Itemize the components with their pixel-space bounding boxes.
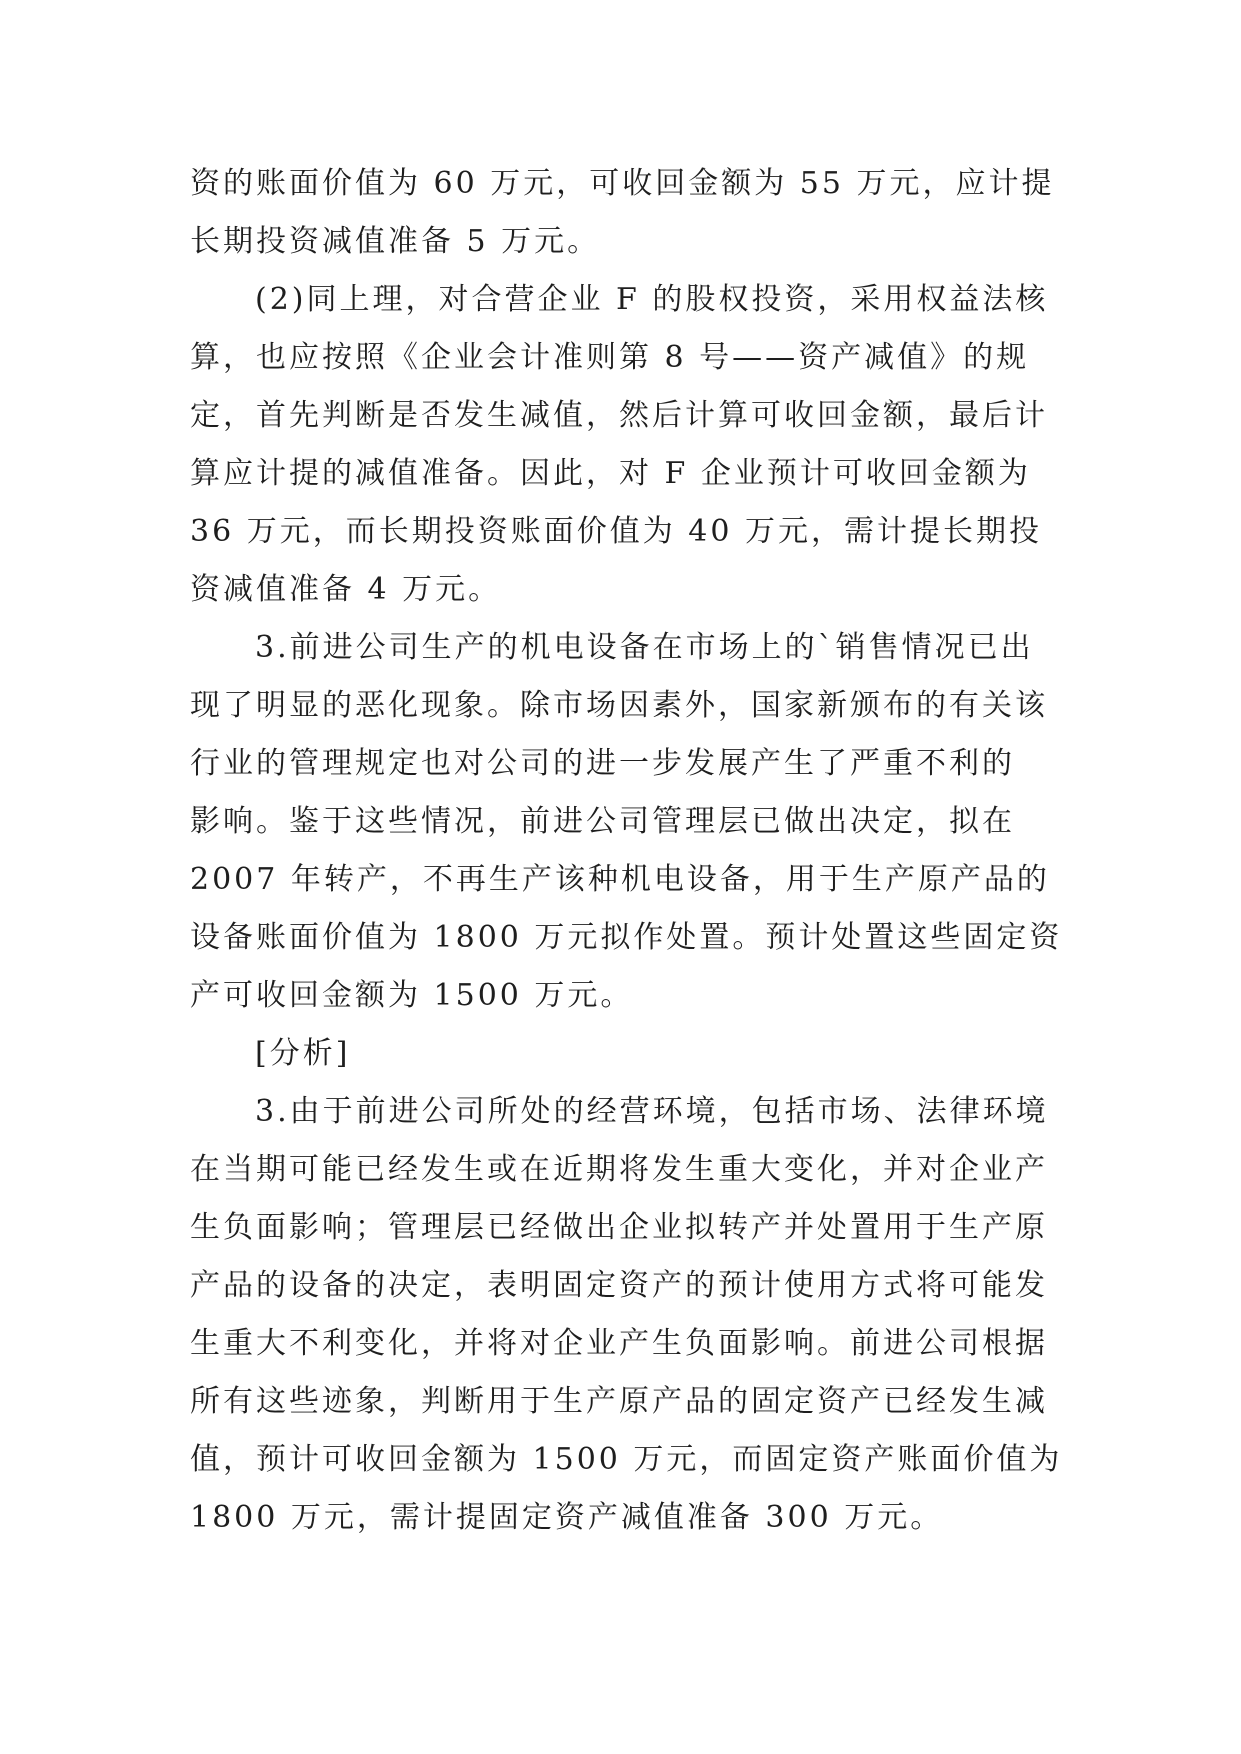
- section-heading: [分析]: [255, 1036, 351, 1071]
- paragraph-start-line: 3.由于前进公司所处的经营环境，包括市场、法律环境: [255, 1094, 1049, 1129]
- text-line: 资的账面价值为 60 万元，可收回金额为 55 万元，应计提: [190, 166, 1055, 201]
- text-line: 1800 万元，需计提固定资产减值准备 300 万元。: [190, 1500, 944, 1535]
- text-line: 设备账面价值为 1800 万元拟作处置。预计处置这些固定资: [190, 920, 1063, 955]
- text-line: 行业的管理规定也对公司的进一步发展产生了严重不利的: [190, 746, 1015, 781]
- text-line: 算，也应按照《企业会计准则第 8 号——资产减值》的规: [190, 340, 1030, 375]
- text-line: 生重大不利变化，并将对企业产生负面影响。前进公司根据: [190, 1326, 1048, 1361]
- text-line: 长期投资减值准备 5 万元。: [190, 224, 601, 259]
- text-line: 产可收回金额为 1500 万元。: [190, 978, 634, 1013]
- text-line: 现了明显的恶化现象。除市场因素外，国家新颁布的有关该: [190, 688, 1048, 723]
- text-line: 值，预计可收回金额为 1500 万元，而固定资产账面价值为: [190, 1442, 1063, 1477]
- paragraph-start-line: (2)同上理，对合营企业 F 的股权投资，采用权益法核: [255, 282, 1049, 317]
- text-line: 所有这些迹象，判断用于生产原产品的固定资产已经发生减: [190, 1384, 1048, 1419]
- text-line: 产品的设备的决定，表明固定资产的预计使用方式将可能发: [190, 1268, 1048, 1303]
- text-line: 2007 年转产，不再生产该种机电设备，用于生产原产品的: [190, 862, 1050, 897]
- text-line: 生负面影响；管理层已经做出企业拟转产并处置用于生产原: [190, 1210, 1048, 1245]
- text-line: 定，首先判断是否发生减值，然后计算可收回金额，最后计: [190, 398, 1048, 433]
- text-line: 影响。鉴于这些情况，前进公司管理层已做出决定，拟在: [190, 804, 1015, 839]
- text-line: 36 万元，而长期投资账面价值为 40 万元，需计提长期投: [190, 514, 1042, 549]
- text-line: 算应计提的减值准备。因此，对 F 企业预计可收回金额为: [190, 456, 1031, 491]
- paragraph-start-line: 3.前进公司生产的机电设备在市场上的`销售情况已出: [255, 630, 1034, 665]
- text-line: 在当期可能已经发生或在近期将发生重大变化，并对企业产: [190, 1152, 1048, 1187]
- text-line: 资减值准备 4 万元。: [190, 572, 502, 607]
